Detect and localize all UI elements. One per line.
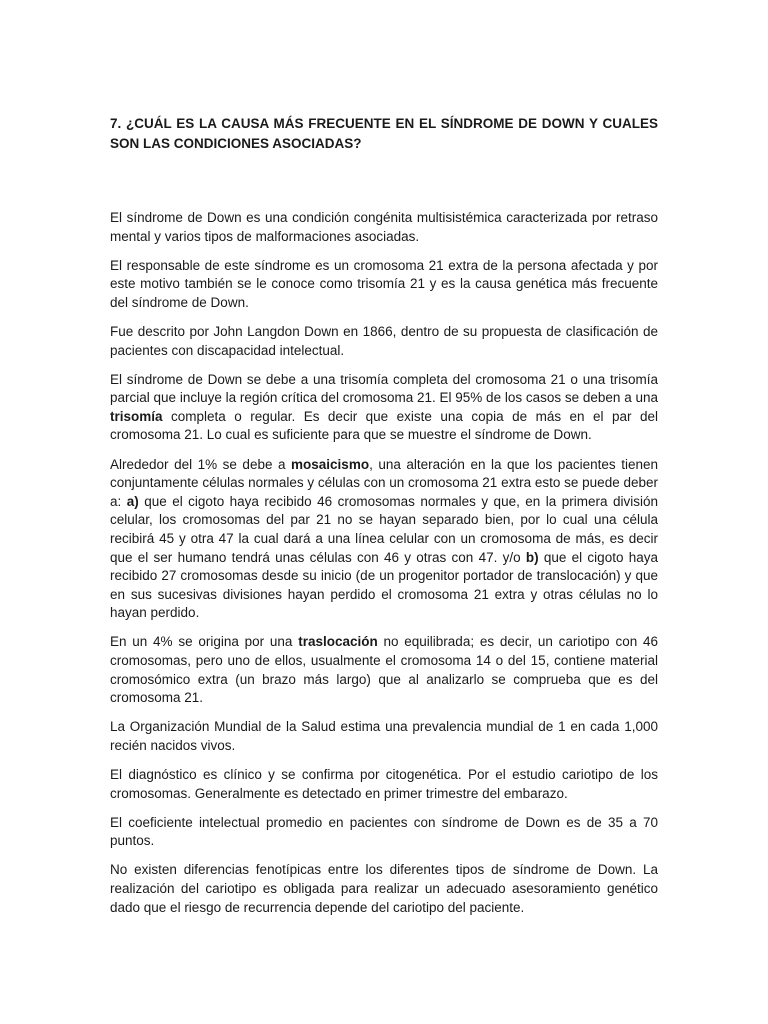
paragraph-karyotype: No existen diferencias fenotípicas entre los diferentes tipos de síndrome de Down. La realización del cariotipo es obligada para realizar un adecuado asesoramiento genético dado que el riesgo de recurrencia depende del cariotipo del paciente.: [110, 862, 658, 915]
paragraph-history: Fue descrito por John Langdon Down en 1866, dentro de su propuesta de clasificación de pacientes con discapacidad intelectual.: [110, 323, 658, 358]
paragraph-cause: El responsable de este síndrome es un cromosoma 21 extra de la persona afectada y por este motivo también se le conoce como trisomía 21 y es la causa genética más frecuente del síndrome de Down.: [110, 257, 658, 310]
term-trisomy: trisomía: [110, 408, 163, 424]
paragraph-prevalence: La Organización Mundial de la Salud estima una prevalencia mundial de 1 en cada 1,000 recién nacidos vivos.: [110, 719, 658, 753]
item-label-b: b): [525, 549, 539, 565]
paragraph-trisomy-text-2: completa o regular. Es decir que existe una copia de más en el par del cromosoma 21. Lo cual es suficiente para que se muestre el síndrome de Down.: [110, 408, 658, 443]
document-page: [110, 114, 658, 928]
paragraph-diagnosis: El diagnóstico es clínico y se confirma por citogenética. Por el estudio cariotipo de los cromosomas. Generalmente es detectado en primer trimestre del embarazo.: [110, 766, 658, 801]
paragraph-mosaicism-text-1: Alrededor del 1% se debe a: [110, 456, 292, 472]
paragraph-mosaicism: [110, 456, 658, 623]
paragraph-definition: El síndrome de Down es una condición congénita multisistémica caracterizada por retraso mental y varios tipos de malformaciones asociadas.: [110, 210, 658, 244]
paragraph-iq: El coeficiente intelectual promedio en pacientes con síndrome de Down es de 35 a 70 puntos.: [110, 814, 658, 849]
paragraph-translocation-text-1: En un 4% se origina por una: [110, 634, 299, 650]
paragraph-trisomy: [110, 371, 658, 445]
page-title: 7. ¿CUÁL ES LA CAUSA MÁS FRECUENTE EN EL SÍNDROME DE DOWN Y CUALES SON LAS CONDICIONES ASOCIADAS?: [110, 116, 658, 151]
paragraph-mosaicism-text-3: que el cigoto haya recibido 46 cromosomas normales y que, en la primera división celular, los cromosomas del par 21 no se hayan separado bien, por lo cual una célula recibirá 45 y otra 47 la cual dará a una línea celular con un cromosoma de más, es decir que el ser humano tendrá unas células con 46 y otras con 47. y/o: [110, 493, 658, 565]
paragraph-translocation-text-2: no equilibrada; es decir, un cariotipo con 46 cromosomas, pero uno de ellos, usualmente el cromosoma 14 o del 15, contiene material cromosómico extra (un brazo más largo) que al analizarlo se comprueba que es del cromosoma 21.: [110, 634, 658, 706]
paragraph-mosaicism-text-4: que el cigoto haya recibido 27 cromosomas desde su inicio (de un progenitor portador de translocación) y que en sus sucesivas divisiones hayan perdido el cromosoma 21 extra y otras células no lo hayan perdido.: [110, 549, 658, 621]
term-mosaicism: mosaicismo: [291, 456, 370, 472]
document-body: [110, 209, 658, 917]
paragraph-translocation: [110, 633, 658, 707]
paragraph-mosaicism-text-2: , una alteración en la que los pacientes tienen conjuntamente células normales y células con un cromosoma 21 extra esto se puede deber a:: [110, 456, 658, 509]
item-label-a: a): [126, 493, 139, 509]
paragraph-trisomy-text-1: El síndrome de Down se debe a una trisomía completa del cromosoma 21 o una trisomía parcial que incluye la región crítica del cromosoma 21. El 95% de los casos se deben a una: [110, 371, 658, 406]
term-translocation: traslocación: [298, 634, 378, 650]
